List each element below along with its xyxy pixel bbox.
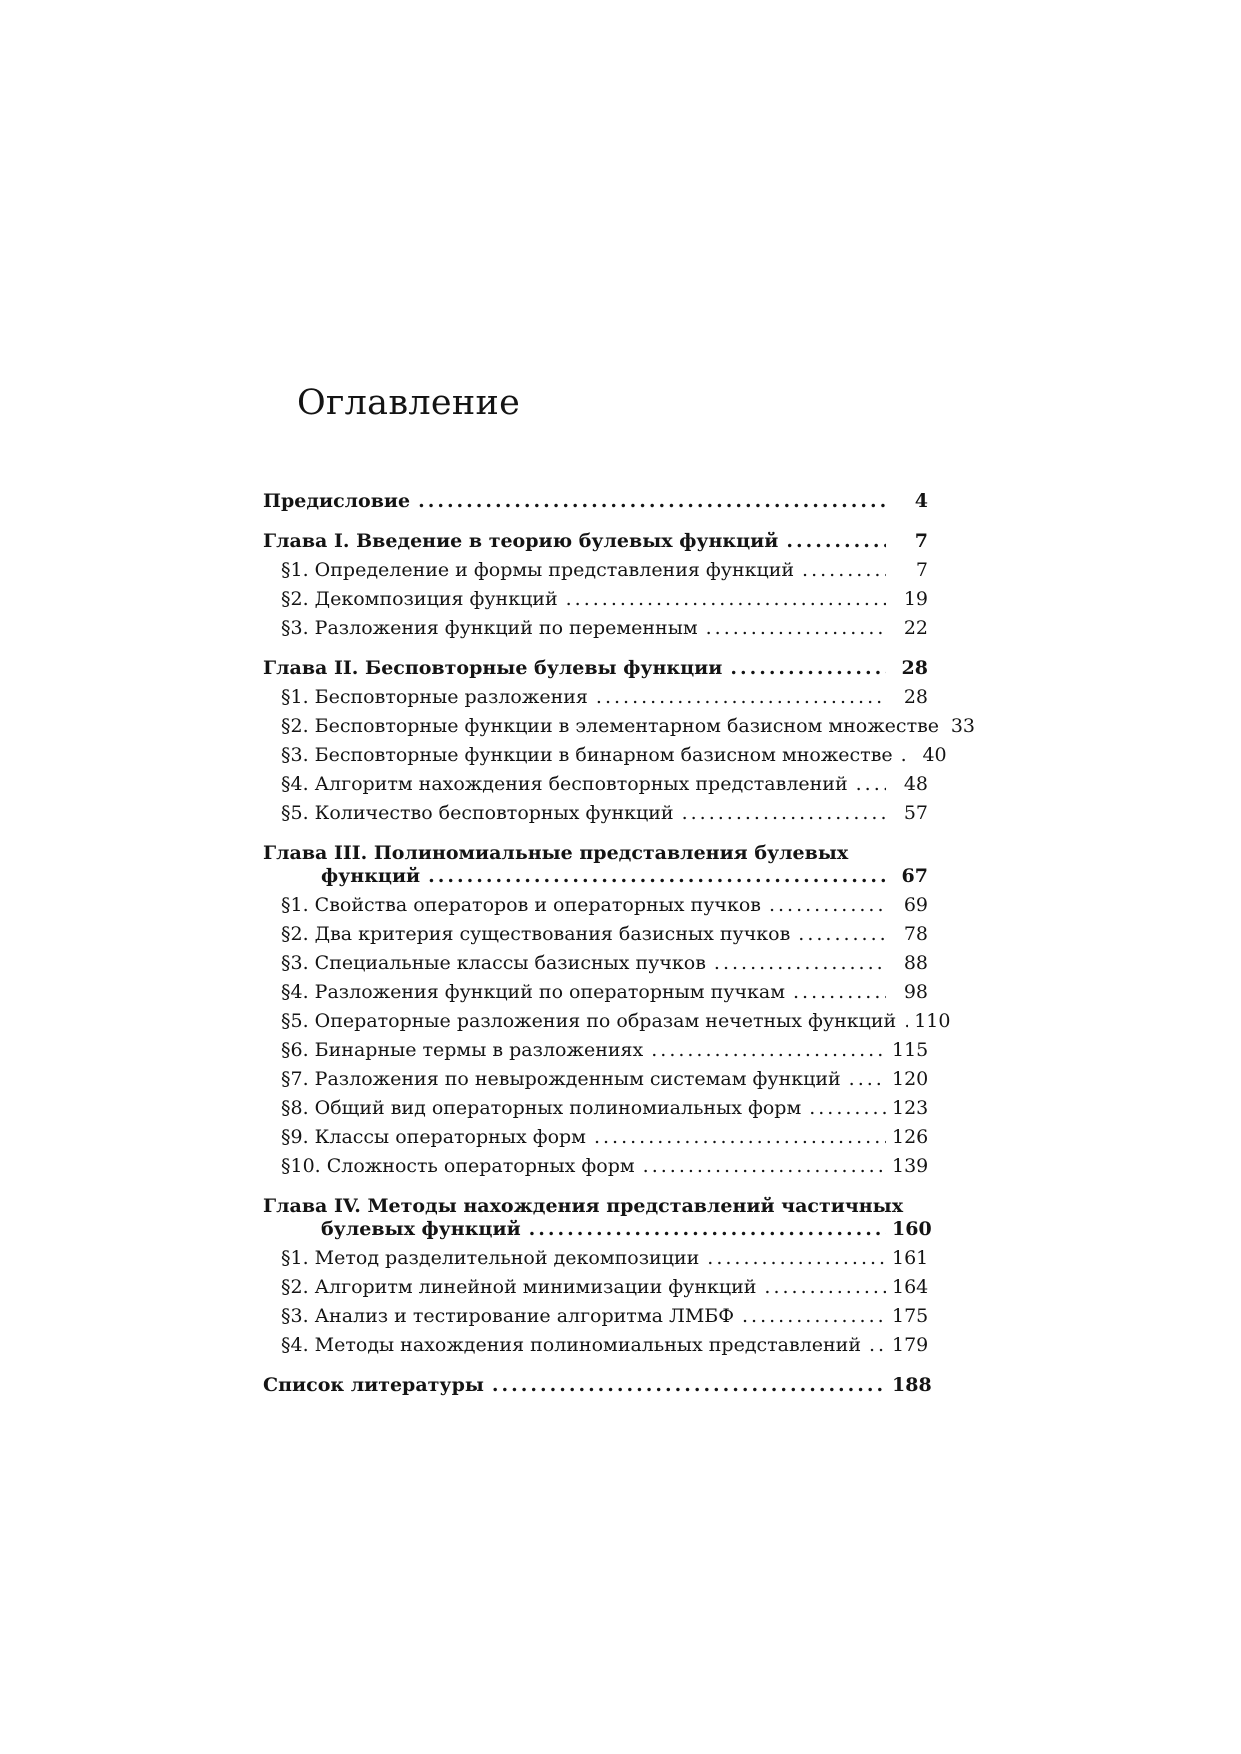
toc-section[interactable] <box>263 1276 928 1305</box>
toc-section-label: §2. Декомпозиция функций <box>281 588 558 610</box>
toc-page-number: 175 <box>892 1305 929 1327</box>
toc-chapter-title: Глава I. Введение в теорию булевых функций <box>263 530 779 552</box>
toc-page-number: 120 <box>892 1068 929 1090</box>
toc-entry-label: Список литературы <box>263 1374 484 1396</box>
toc-chapter-4-line1[interactable] <box>263 1195 928 1218</box>
toc-section-label: §3. Анализ и тестирование алгоритма ЛМБФ <box>281 1305 735 1327</box>
toc-section-label: §7. Разложения по невырожденным системам функций <box>281 1068 841 1090</box>
toc-section-label: §4. Разложения функций по операторным пучкам <box>281 981 785 1003</box>
toc-section-label: §9. Классы операторных форм <box>281 1126 586 1148</box>
toc-page-number: 69 <box>903 894 928 916</box>
toc-section-label: §1. Определение и формы представления функций <box>281 559 795 581</box>
toc-leader-dots <box>809 1097 886 1119</box>
toc-leader-dots <box>904 1010 908 1032</box>
toc-leader-dots <box>594 1126 886 1148</box>
toc-section[interactable] <box>263 1068 928 1097</box>
toc-section-label: §4. Методы нахождения полиномиальных представлений <box>281 1334 862 1356</box>
toc-section-label: §5. Операторные разложения по образам нечетных функций <box>281 1010 897 1032</box>
toc-leader-dots <box>492 1374 886 1396</box>
toc-page-number: 179 <box>892 1334 929 1356</box>
toc-leader-dots <box>428 865 886 887</box>
toc-leader-dots <box>651 1039 886 1061</box>
toc-leader-dots <box>714 952 886 974</box>
toc-section-label: §6. Бинарные термы в разложениях <box>281 1039 644 1061</box>
toc-chapter-2[interactable] <box>263 657 928 686</box>
toc-leader-dots <box>643 1155 886 1177</box>
toc-chapter-4-line2[interactable] <box>263 1218 932 1247</box>
toc-section-label: §1. Бесповторные разложения <box>281 686 588 708</box>
toc-entry-bibliography[interactable] <box>263 1374 932 1403</box>
toc-page-number: 57 <box>903 802 928 824</box>
toc-leader-dots <box>901 744 905 766</box>
toc-page-number: 28 <box>901 657 928 679</box>
toc-chapter-3-line2[interactable] <box>263 865 928 894</box>
toc-page-number: 160 <box>892 1218 932 1240</box>
toc-section[interactable] <box>263 952 928 981</box>
toc-section[interactable] <box>263 923 928 952</box>
toc-section[interactable] <box>263 981 928 1010</box>
toc-section-label: §2. Два критерия существования базисных пучков <box>281 923 791 945</box>
toc-section[interactable] <box>263 617 928 646</box>
toc-section[interactable] <box>263 715 976 744</box>
toc-section[interactable] <box>263 1155 928 1184</box>
toc-page-number: 22 <box>903 617 928 639</box>
toc-leader-dots <box>786 530 886 552</box>
toc-page-number: 4 <box>914 490 928 512</box>
toc-section-label: §2. Алгоритм линейной минимизации функций <box>281 1276 757 1298</box>
toc-leader-dots <box>798 923 886 945</box>
toc-page-number: 7 <box>914 530 928 552</box>
toc-page-number: 164 <box>892 1276 929 1298</box>
toc-leader-dots <box>682 802 886 824</box>
toc-page-number: 98 <box>903 981 928 1003</box>
toc-section-label: §1. Метод разделительной декомпозиции <box>281 1247 700 1269</box>
toc-leader-dots <box>764 1276 886 1298</box>
toc-section[interactable] <box>263 773 928 802</box>
toc-section-label: §5. Количество бесповторных функций <box>281 802 674 824</box>
toc-section[interactable] <box>263 1010 951 1039</box>
toc-leader-dots <box>706 617 886 639</box>
toc-page-number: 88 <box>903 952 928 974</box>
toc-section[interactable] <box>263 1097 928 1126</box>
toc-section-label: §1. Свойства операторов и операторных пучков <box>281 894 761 916</box>
toc-section[interactable] <box>263 1126 928 1155</box>
toc-section[interactable] <box>263 744 947 773</box>
toc-page-number: 115 <box>892 1039 929 1061</box>
toc-section-label: §3. Специальные классы базисных пучков <box>281 952 706 974</box>
toc-section-label: §4. Алгоритм нахождения бесповторных представлений <box>281 773 848 795</box>
toc-page-number: 33 <box>950 715 976 737</box>
toc-leader-dots <box>529 1218 886 1240</box>
toc-page-number: 139 <box>892 1155 929 1177</box>
toc-section[interactable] <box>263 894 928 923</box>
toc-leader-dots <box>596 686 886 708</box>
table-of-contents <box>263 490 976 1403</box>
toc-section-label: §3. Бесповторные функции в бинарном базисном множестве <box>281 744 893 766</box>
toc-section[interactable] <box>263 559 928 588</box>
toc-leader-dots <box>869 1334 886 1356</box>
toc-leader-dots <box>856 773 886 795</box>
toc-section[interactable] <box>263 588 928 617</box>
toc-leader-dots <box>730 657 886 679</box>
toc-section-label: §10. Сложность операторных форм <box>281 1155 635 1177</box>
toc-page-number: 28 <box>903 686 928 708</box>
toc-section[interactable] <box>263 802 928 831</box>
toc-section[interactable] <box>263 686 928 715</box>
toc-chapter-title: Глава II. Бесповторные булевы функции <box>263 657 723 679</box>
toc-page-number: 78 <box>903 923 928 945</box>
page-title: Оглавление <box>297 383 521 423</box>
toc-chapter-3-line1[interactable] <box>263 842 928 865</box>
toc-leader-dots <box>769 894 886 916</box>
toc-page-number: 123 <box>892 1097 929 1119</box>
toc-leader-dots <box>849 1068 886 1090</box>
toc-page-number: 126 <box>892 1126 929 1148</box>
toc-section-label: §2. Бесповторные функции в элементарном базисном множестве <box>281 715 940 737</box>
toc-entry-label: Предисловие <box>263 490 411 512</box>
toc-page-number: 67 <box>901 865 928 887</box>
toc-chapter-title-continued: функций <box>321 865 421 887</box>
toc-leader-dots <box>566 588 886 610</box>
toc-leader-dots <box>793 981 886 1003</box>
toc-leader-dots <box>802 559 886 581</box>
toc-page-number: 48 <box>903 773 928 795</box>
toc-chapter-title: Глава IV. Методы нахождения представлений частичных <box>263 1195 904 1217</box>
toc-entry-preface[interactable] <box>263 490 928 519</box>
toc-page-number: 19 <box>903 588 928 610</box>
toc-section[interactable] <box>263 1039 928 1068</box>
toc-page-number: 40 <box>922 744 947 766</box>
toc-chapter-title-continued: булевых функций <box>321 1218 521 1240</box>
toc-leader-dots <box>418 490 886 512</box>
toc-page-number: 7 <box>915 559 928 581</box>
toc-chapter-1[interactable] <box>263 530 928 559</box>
toc-section-label: §3. Разложения функций по переменным <box>281 617 698 639</box>
toc-page-number: 110 <box>914 1010 951 1032</box>
toc-page-number: 188 <box>892 1374 932 1396</box>
toc-leader-dots <box>707 1247 886 1269</box>
toc-section-label: §8. Общий вид операторных полиномиальных форм <box>281 1097 802 1119</box>
toc-chapter-title: Глава III. Полиномиальные представления булевых <box>263 842 849 864</box>
toc-page-number: 161 <box>892 1247 929 1269</box>
toc-section[interactable] <box>263 1305 928 1334</box>
toc-section[interactable] <box>263 1247 928 1276</box>
toc-leader-dots <box>742 1305 886 1327</box>
toc-section[interactable] <box>263 1334 928 1363</box>
